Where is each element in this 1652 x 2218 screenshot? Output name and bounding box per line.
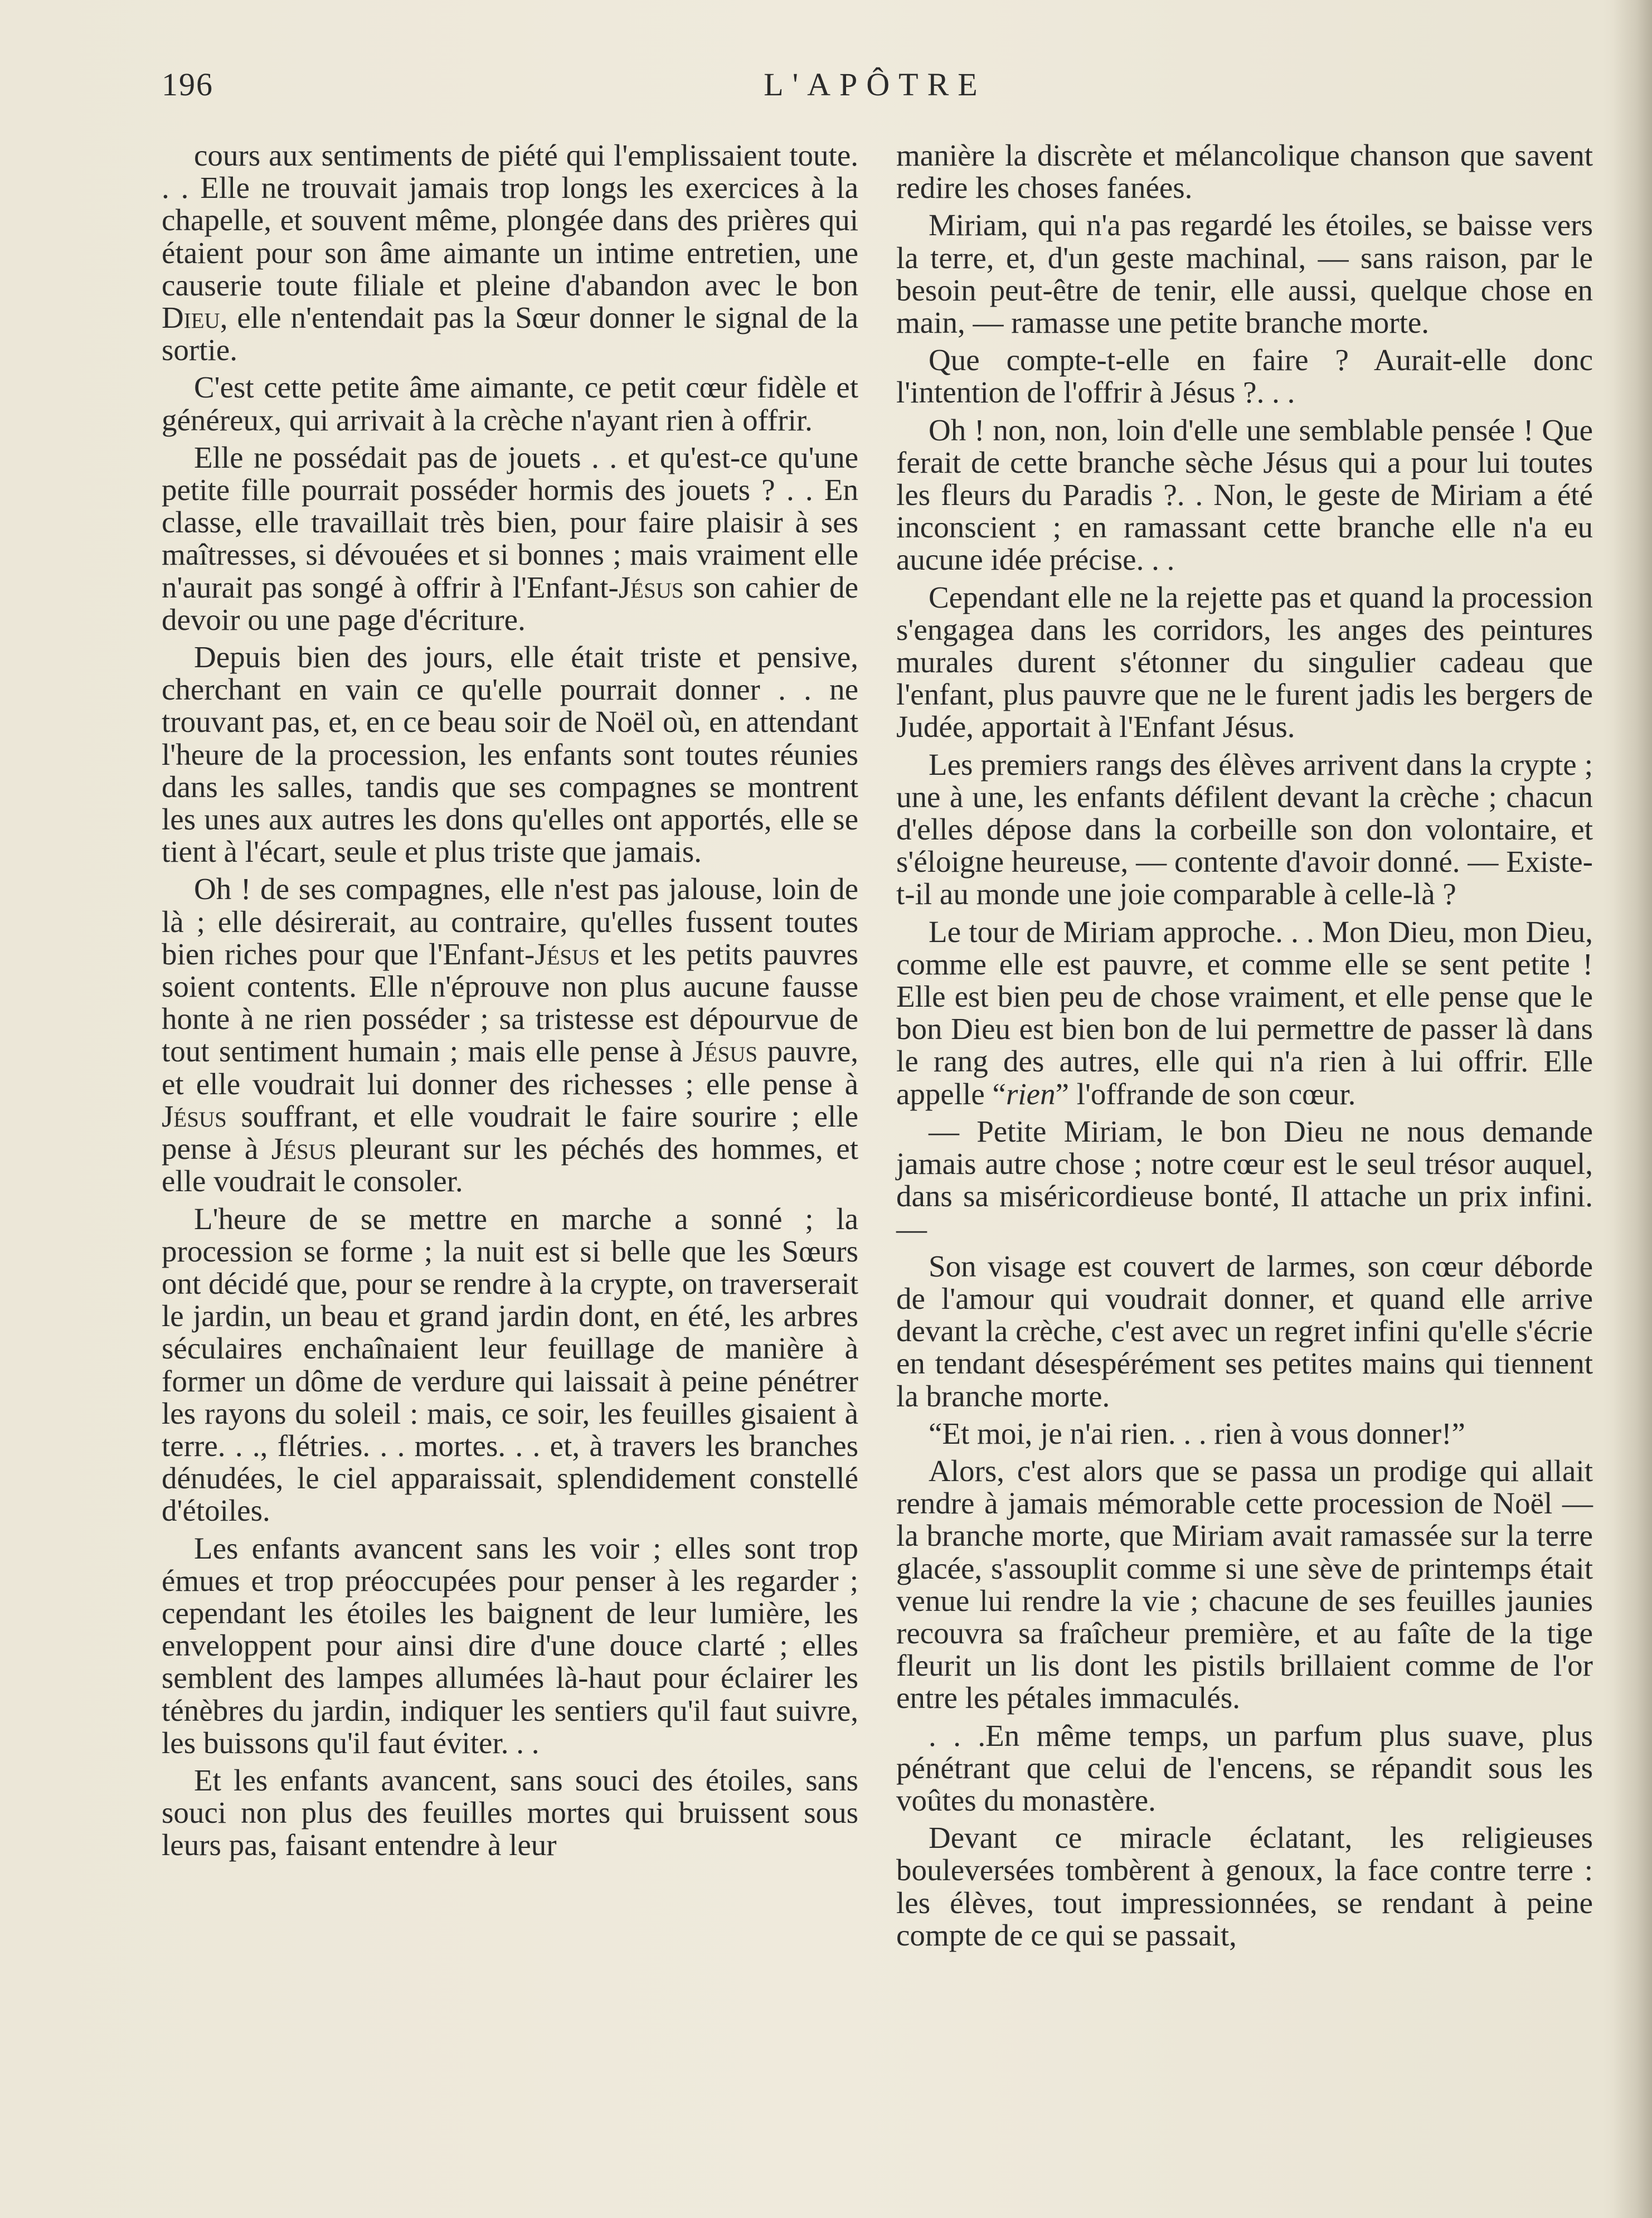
paragraph — [896, 1418, 1593, 1450]
paragraph — [896, 1455, 1593, 1715]
paragraph — [896, 414, 1593, 576]
italic-word: rien — [1005, 1076, 1056, 1111]
paragraph-text: ” l'offrande de son cœur. — [1055, 1076, 1356, 1111]
paragraph-text: son cahier de devoir ou une page d'écriture. — [162, 570, 858, 637]
paragraph-text: Miriam, qui n'a pas regardé les étoiles, se baisse vers la terre, et, d'un geste machinal, — sans raison, par le besoin peut-être de tenir, elle aussi, quelque chose en main, — ramasse une petite branche morte. — [896, 208, 1593, 340]
paragraph — [896, 344, 1593, 409]
paragraph — [162, 441, 858, 636]
paragraph — [162, 371, 858, 436]
paragraph — [162, 873, 858, 1197]
paragraph-text: Depuis bien des jours, elle était triste et pensive, cherchant en vain ce qu'elle pourrait donner . . ne trouvant pas, et, en ce beau soir de Noël où, en attendant l'heure de la procession, les enfants sont toutes réunies dans les salles, tandis que ses compagnes se montrent les unes aux autres les dons qu'elles ont apportés, elle se tient à l'écart, seule et plus triste que jamais. — [162, 640, 858, 869]
small-caps-word: Jésus — [618, 570, 684, 604]
paragraph — [162, 1532, 858, 1759]
paragraph-text: C'est cette petite âme aimante, ce petit cœur fidèle et généreux, qui arrivait à la crèche n'ayant rien à offrir. — [162, 370, 858, 437]
paragraph-text: , elle n'entendait pas la Sœur donner le signal de la sortie. — [162, 300, 858, 367]
running-title: L'APÔTRE — [764, 66, 987, 103]
paragraph-text: pleurant sur les péchés des hommes, et elle voudrait le consoler. — [162, 1132, 858, 1198]
paragraph-text: Le tour de Miriam approche. . . Mon Dieu, mon Dieu, comme elle est pauvre, et comme elle se sent petite ! Elle est bien peu de chose vraiment, et elle pense que le bon Dieu est bien bon de lui permettre de passer là dans le rang des autres, elle qui n'a rien à lui offrir. Elle appelle “ — [896, 914, 1593, 1111]
small-caps-word: Jésus — [271, 1132, 337, 1166]
paragraph-text: Oh ! de ses compagnes, elle n'est pas jalouse, loin de là ; elle désirerait, au contraire, qu'elles fussent toutes bien riches pour que l'Enfant- — [162, 872, 858, 971]
paragraph-text: Que compte-t-elle en faire ? Aurait-elle donc l'intention de l'offrir à Jésus ?. . . — [896, 343, 1593, 410]
paragraph-text: et les petits pauvres soient contents. Elle n'éprouve non plus aucune fausse honte à ne rien posséder ; sa tristesse est dépourvue de tout sentiment humain ; mais elle pense à — [162, 936, 858, 1069]
paragraph — [896, 1720, 1593, 1817]
small-caps-word: Dieu — [162, 300, 220, 335]
paragraph — [896, 1250, 1593, 1413]
paragraph-text: Et les enfants avancent, sans souci des étoiles, sans souci non plus des feuilles mortes qui bruissent sous leurs pas, faisant entendre à leur — [162, 1763, 858, 1862]
right-text-column — [896, 139, 1593, 1957]
paragraph-text: manière la discrète et mélancolique chanson que savent redire les choses fanées. — [896, 138, 1593, 205]
left-text-column — [162, 139, 858, 1867]
paragraph-text: pauvre, et elle voudrait lui donner des richesses ; elle pense à — [162, 1034, 858, 1101]
small-caps-word: Jésus — [535, 936, 600, 971]
paragraph-text: “Et moi, je n'ai rien. . . rien à vous donner!” — [929, 1416, 1465, 1450]
paragraph — [162, 139, 858, 366]
paragraph-text: Les premiers rangs des élèves arrivent dans la crypte ; une à une, les enfants défilent devant la crèche ; chacun d'elles dépose dans la corbeille son don volontaire, et s'éloigne heureuse, — contente d'avoir donné. — Existe-t-il au monde une joie comparable à celle-là ? — [896, 747, 1593, 911]
paragraph — [896, 916, 1593, 1110]
paragraph — [896, 209, 1593, 339]
paragraph — [896, 139, 1593, 204]
page-gutter-shadow — [1613, 0, 1652, 2218]
paragraph-text: Devant ce miracle éclatant, les religieuses bouleversées tombèrent à genoux, la face contre terre : les élèves, tout impressionnées, se rendant à peine compte de ce qui se passait, — [896, 1821, 1593, 1952]
page-header — [162, 66, 1588, 110]
paragraph-text: cours aux sentiments de piété qui l'emplissaient toute. . . Elle ne trouvait jamais trop longs les exercices à la chapelle, et souvent même, plongée dans des prières qui étaient pour son âme aimante un intime entretien, une causerie toute filiale et pleine d'abandon avec le bon — [162, 138, 858, 302]
paragraph-text: Elle ne possédait pas de jouets . . et qu'est-ce qu'une petite fille pourrait posséder hormis des jouets ? . . En classe, elle travaillait très bien, pour faire plaisir à ses maîtresses, si dévouées et si bonnes ; mais vraiment elle n'aurait pas songé à offrir à l'Enfant- — [162, 440, 858, 604]
paragraph — [896, 581, 1593, 744]
paragraph-text: Alors, c'est alors que se passa un prodige qui allait rendre à jamais mémorable cette procession de Noël — la branche morte, que Miriam avait ramassée sur la terre glacée, s'assouplit comme si une sève de printemps était venue lui rendre la vie ; chacune de ses feuilles jaunies recouvra sa fraîcheur première, et au faîte de la tige fleurit un lis dont les pistils brillaient comme de l'or entre les pétales immaculés. — [896, 1453, 1593, 1715]
paragraph-text: Les enfants avancent sans les voir ; elles sont trop émues et trop préoccupées pour penser à les regarder ; cependant les étoiles les baignent de leur lumière, les enveloppent pour ainsi dire d'une douce clarté ; elles semblent des lampes allumées là-haut pour éclairer les ténèbres du jardin, indiquer les sentiers qu'il faut suivre, les buissons qu'il faut éviter. . . — [162, 1531, 858, 1760]
paragraph — [896, 1822, 1593, 1952]
small-caps-word: Jésus — [692, 1034, 758, 1069]
paragraph — [896, 749, 1593, 911]
paragraph — [162, 1203, 858, 1527]
paragraph-text: Oh ! non, non, loin d'elle une semblable pensée ! Que ferait de cette branche sèche Jésus qui a pour lui toutes les fleurs du Paradis ?. . Non, le geste de Miriam a été inconscient ; en ramassant cette branche elle n'a eu aucune idée précise. . . — [896, 412, 1593, 577]
paragraph-text: Son visage est couvert de larmes, son cœur déborde de l'amour qui voudrait donner, et quand elle arrive devant la crèche, c'est avec un regret infini qu'elle s'écrie en tendant désespérément ses petites mains qui tiennent la branche morte. — [896, 1249, 1593, 1413]
paragraph-text: Cependant elle ne la rejette pas et quand la procession s'engagea dans les corridors, les anges des peintures murales durent s'étonner du singulier cadeau que l'enfant, plus pauvre que ne le furent jadis les bergers de Judée, apportait à l'Enfant Jésus. — [896, 580, 1593, 744]
paragraph-text: . . .En même temps, un parfum plus suave, plus pénétrant que celui de l'encens, se répandit sous les voûtes du monastère. — [896, 1718, 1593, 1817]
paragraph — [162, 641, 858, 868]
paragraph-text: souffrant, et elle voudrait le faire sourire ; elle pense à — [162, 1099, 858, 1166]
paragraph-text: L'heure de se mettre en marche a sonné ; la procession se forme ; la nuit est si belle que les Sœurs ont décidé que, pour se rendre à la crypte, on traverserait le jardin, un beau et grand jardin dont, en été, les arbres séculaires enchaînaient leur feuillage de manière à former un dôme de verdure qui laissait à peine pénétrer les rayons du soleil : mais, ce soir, les feuilles gisaient à terre. . ., flétries. . . mortes. . . et, à travers les branches dénudées, le ciel apparaissait, splendidement constellé d'étoiles. — [162, 1201, 858, 1528]
paragraph-text: — Petite Miriam, le bon Dieu ne nous demande jamais autre chose ; notre cœur est le seul trésor auquel, dans sa miséricordieuse bonté, Il attache un prix infini. — — [896, 1114, 1593, 1246]
page-number: 196 — [162, 66, 213, 103]
paragraph — [896, 1115, 1593, 1245]
paragraph — [162, 1764, 858, 1862]
small-caps-word: Jésus — [162, 1099, 227, 1133]
